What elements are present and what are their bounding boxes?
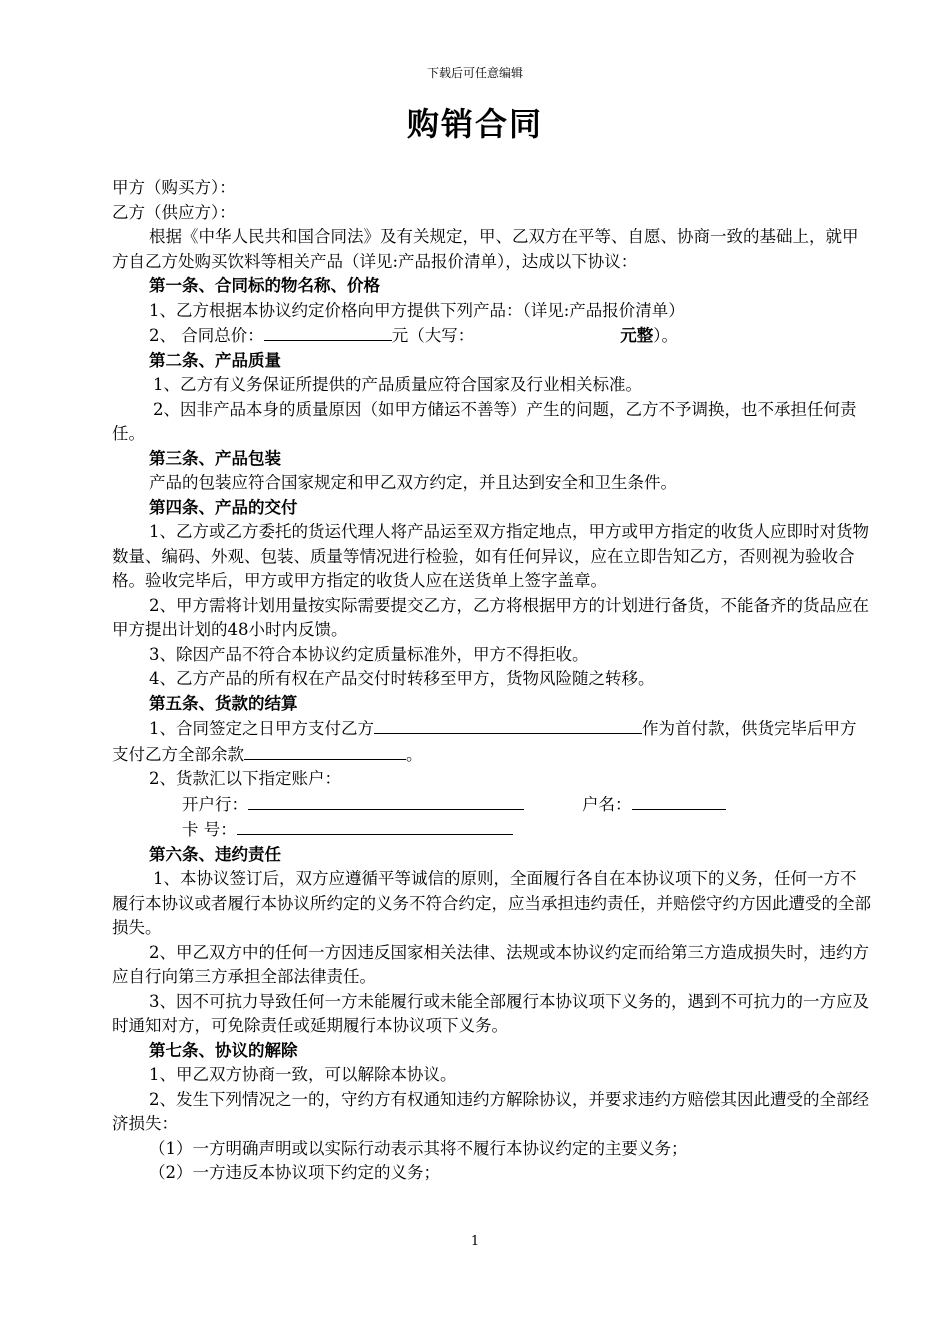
article-5-clause-2: 2、货款汇以下指定账户： [149,769,341,788]
account-name-label: 户名： [582,794,632,814]
article-2-title: 第二条、产品质量 [149,350,281,370]
page-header: 下载后可任意编辑 [426,66,523,80]
article-2-clause-2: 2、因非产品本身的质量原因（如甲方储运不善等）产生的问题，乙方不予调换，也不承担任何责任。 [112,399,857,443]
contract-body [112,176,872,1186]
intro-paragraph: 根据《中华人民共和国合同法》及有关规定，甲、乙双方在平等、自愿、协商一致的基础上，就甲方自乙方处购买饮料等相关产品（详见:产品报价清单），达成以下协议： [112,227,859,271]
article-3-title: 第三条、产品包装 [149,448,281,468]
document-title: 购销合同 [406,105,543,143]
article-2-clause-1: 1、乙方有义务保证所提供的产品质量应符合国家及行业相关标准。 [153,375,642,394]
article-1-clause-1: 1、乙方根据本协议约定价格向甲方提供下列产品：（详见:产品报价清单） [149,300,685,320]
article-6-clause-2: 2、甲乙双方中的任何一方因违反国家相关法律、法规或本协议约定而给第三方造成损失时，违约方应自行向第三方承担全部法律责任。 [112,942,869,986]
article-7-clause-2: 2、发生下列情况之一的，守约方有权通知违约方解除协议，并要求违约方赔偿其因此遭受的全部经济损失： [112,1089,869,1133]
article-5-title: 第五条、货款的结算 [149,693,298,713]
article-1-clause-2 [112,323,872,349]
article-4-clause-2: 2、甲方需将计划用量按实际需要提交乙方，乙方将根据甲方的计划进行备货，不能备齐的货品应在甲方提出计划的48小时内反馈。 [112,595,869,639]
article-7-title: 第七条、协议的解除 [149,1040,298,1060]
balance-payment-blank[interactable] [244,742,406,760]
bank-line [112,792,872,818]
account-name-blank[interactable] [632,792,726,810]
article-1-title: 第一条、合同标的物名称、价格 [149,276,380,295]
balance-payment-suffix: 。 [406,744,423,764]
article-7-clause-1: 1、甲乙双方协商一致，可以解除本协议。 [149,1065,457,1084]
down-payment-blank[interactable] [374,716,642,734]
total-price-mid: 元（大写： [391,326,475,345]
total-price-label: 2、 合同总价： [149,326,264,345]
article-4-title: 第四条、产品的交付 [149,497,298,517]
total-price-blank[interactable] [264,323,392,341]
article-3-clause-1: 产品的包装应符合国家规定和甲乙双方约定，并且达到安全和卫生条件。 [149,473,677,492]
total-price-suffix: ）。 [653,326,678,345]
party-a-line: 甲方（购买方）： [112,178,236,197]
card-blank[interactable] [237,817,513,835]
article-7-item-2: （2）一方违反本协议项下约定的义务； [149,1163,440,1182]
article-5-clause-1 [112,716,872,767]
article-6-clause-1: 1、本协议签订后，双方应遵循平等诚信的原则，全面履行各自在本协议项下的义务，任何一方不履行本协议或者履行本协议所约定的义务不符合约定，应当承担违约责任，并赔偿守约方因此遭受的全部损失。 [112,869,871,937]
article-7-item-1: （1）一方明确声明或以实际行动表示其将不履行本协议约定的主要义务； [149,1138,688,1158]
total-price-unit: 元整 [620,326,654,345]
bank-label: 开户行： [182,794,248,814]
article-4-clause-4: 4、乙方产品的所有权在产品交付时转移至甲方，货物风险随之转移。 [149,669,655,688]
card-line [112,817,872,843]
down-payment-label: 1、合同签定之日甲方支付乙方 [149,719,374,738]
bank-blank[interactable] [248,792,524,810]
party-b-line: 乙方（供应方）： [112,202,236,222]
article-6-title: 第六条、违约责任 [149,844,281,864]
page-number: 1 [470,1234,480,1249]
down-payment-mid: 作为首付款，供货完毕后甲方支付乙方全部余款 [112,719,857,764]
article-6-clause-3: 3、因不可抗力导致任何一方未能履行或未能全部履行本协议项下义务的，遇到不可抗力的一方应及时通知对方，可免除责任或延期履行本协议项下义务。 [112,991,869,1035]
article-4-clause-1: 1、乙方或乙方委托的货运代理人将产品运至双方指定地点，甲方或甲方指定的收货人应即时对货物数量、编码、外观、包装、质量等情况进行检验，如有任何异议，应在立即告知乙方，否则视为验收合格。验收完毕后，甲方或甲方指定的收货人应在送货单上签字盖章。 [112,522,869,590]
article-4-clause-3: 3、除因产品不符合本协议约定质量标准外，甲方不得拒收。 [149,644,589,664]
card-label: 卡 号： [182,820,237,839]
